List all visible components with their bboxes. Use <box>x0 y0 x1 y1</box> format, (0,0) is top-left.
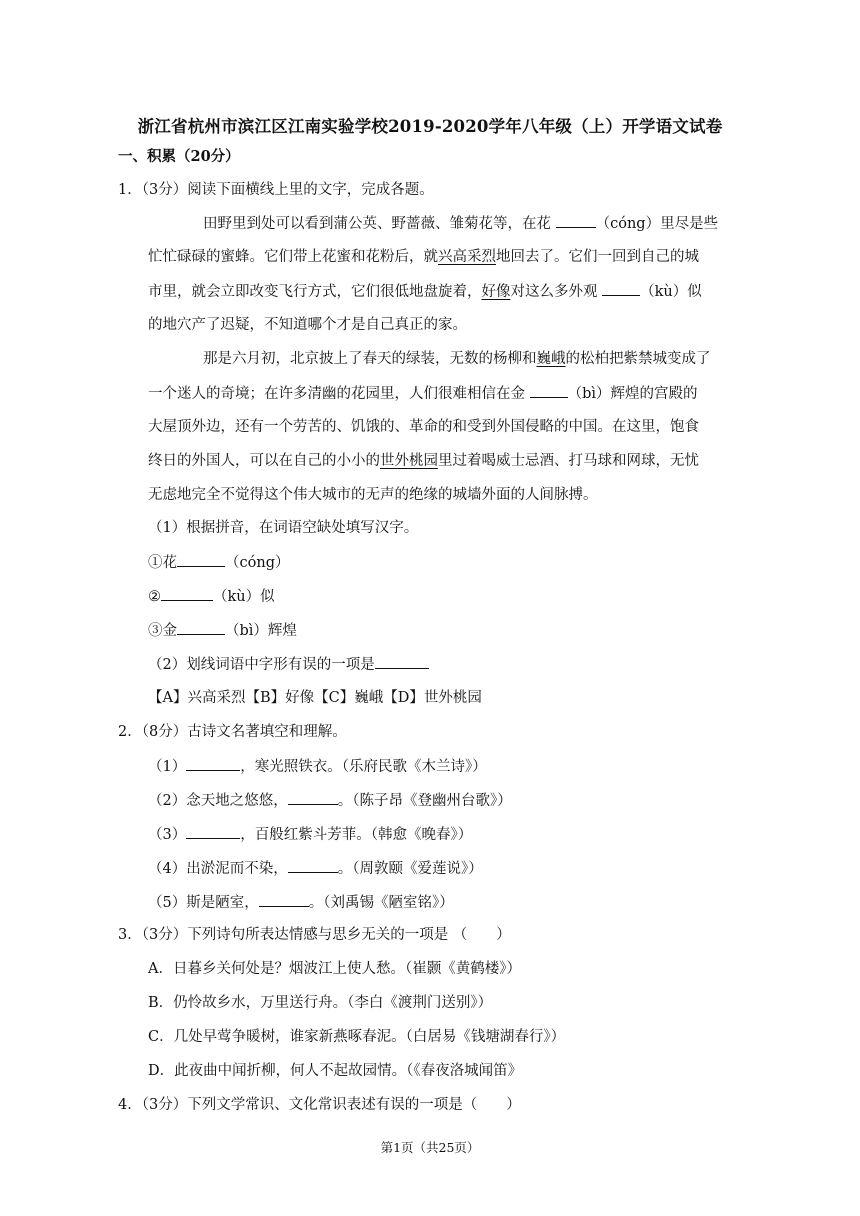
question-3-stem: 3．（3分）下列诗句所表达情感与思乡无关的一项是 （ ） <box>118 927 511 943</box>
passage-text: （cóng）里尽是些 <box>595 216 719 232</box>
passage-text: 地回去了。它们一回到自己的城 <box>496 249 699 265</box>
underlined-word: 好像 <box>481 284 511 300</box>
poem-line-5 <box>148 892 454 913</box>
passage-text: 市里，就会立即改变飞行方式，它们很低地盘旋着， <box>148 284 482 300</box>
answer-item-3 <box>148 620 297 641</box>
passage2-line3: 大屋顶外边，还有一个劳苦的、饥饿的、革命的和受到外国侵略的中国。在这里，饱食 <box>148 419 699 435</box>
poem-line-4 <box>148 858 483 879</box>
poem-text: 。（刘禹锡《陋室铭》） <box>308 895 454 911</box>
poem-text: （5）斯是陋室， <box>148 895 259 911</box>
passage1-line3 <box>148 281 702 302</box>
answer-blank[interactable] <box>161 586 213 601</box>
poem-text: 。（陈子昂《登幽州台歌》） <box>337 793 512 809</box>
answer-hint: （cóng） <box>225 555 290 571</box>
blank-line <box>556 213 596 228</box>
passage2-line5: 无虑地完全不觉得这个伟大城市的无声的绝缘的城墙外面的人间脉搏。 <box>148 487 598 503</box>
poem-line-2 <box>148 790 512 811</box>
passage2-line4 <box>148 451 699 471</box>
passage-text: 一个迷人的奇境；在许多清幽的花园里，人们很难相信在金 <box>148 386 525 402</box>
passage-text: （bì）辉煌的宫殿的 <box>567 386 698 402</box>
option-b: B．仍怜故乡水，万里送行舟。（李白《渡荆门送别》） <box>148 995 493 1011</box>
answer-item-2 <box>148 586 275 607</box>
passage1-line4: 的地穴产了迟疑，不知道哪个才是自己真正的家。 <box>148 317 467 333</box>
poem-line-3 <box>148 824 472 845</box>
answer-blank[interactable] <box>186 824 240 839</box>
answer-options: 【A】兴高采烈【B】好像【C】巍峨【D】世外桃园 <box>148 690 482 706</box>
passage-text: 里过着喝威士忌酒、打马球和网球，无忧 <box>438 453 699 469</box>
item-number: （1） <box>148 759 187 775</box>
question-text: （2）划线词语中字形有误的一项是 <box>148 657 375 673</box>
blank-line <box>530 383 568 398</box>
poem-text: ，百般红紫斗芳菲。（韩愈《晚春》） <box>240 827 473 843</box>
subquestion-2 <box>148 654 429 675</box>
option-d: D．此夜曲中闻折柳，何人不起故园情。（《春夜洛城闻笛》 <box>148 1063 523 1079</box>
blank-line <box>602 281 640 296</box>
underlined-word: 世外桃园 <box>380 453 438 469</box>
passage-text: 终日的外国人，可以在自己的小小的 <box>148 453 380 469</box>
passage2-line1 <box>203 349 711 369</box>
option-c: C．几处早莺争暖树，谁家新燕啄春泥。（白居易《钱塘湖春行》） <box>148 1029 566 1045</box>
passage-text: （kù）似 <box>640 284 702 300</box>
poem-text: （2）念天地之悠悠， <box>148 793 288 809</box>
option-a: A．日暮乡关何处是？烟波江上使人愁。（崔颢《黄鹤楼》） <box>148 961 521 977</box>
poem-line-1 <box>148 756 487 777</box>
underlined-word: 巍峨 <box>536 351 566 367</box>
answer-label: ③金 <box>148 623 177 639</box>
answer-label: ② <box>148 589 161 605</box>
answer-blank[interactable] <box>259 892 309 907</box>
answer-blank[interactable] <box>186 756 240 771</box>
passage-text: 的松柏把紫禁城变成了 <box>565 351 711 367</box>
passage2-line2 <box>148 383 698 404</box>
question-4-stem: 4．（3分）下列文学常识、文化常识表述有误的一项是（ ） <box>118 1097 521 1113</box>
poem-text: （4）出淤泥而不染， <box>148 861 288 877</box>
answer-blank[interactable] <box>288 858 338 873</box>
answer-blank[interactable] <box>375 654 429 669</box>
passage1-line2 <box>148 247 699 267</box>
passage-text: 田野里到处可以看到蒲公英、野蔷薇、雏菊花等，在花 <box>203 216 551 232</box>
answer-hint: （bì）辉煌 <box>225 623 297 639</box>
subquestion-1: （1）根据拼音，在词语空缺处填写汉字。 <box>148 520 419 536</box>
passage-text: 忙忙碌碌的蜜蜂。它们带上花蜜和花粉后，就 <box>148 249 438 265</box>
answer-blank[interactable] <box>288 790 338 805</box>
question-1-stem: 1．（3分）阅读下面横线上里的文字，完成各题。 <box>118 182 434 198</box>
answer-item-1 <box>148 552 289 573</box>
answer-blank[interactable] <box>177 620 225 635</box>
answer-hint: （kù）似 <box>213 589 275 605</box>
section-heading: 一、积累（20分） <box>118 148 240 165</box>
item-number: （3） <box>148 827 187 843</box>
page-title: 浙江省杭州市滨江区江南实验学校2019-2020学年八年级（上）开学语文试卷 <box>137 117 723 136</box>
answer-label: ①花 <box>148 555 177 571</box>
passage-text: 那是六月初，北京披上了春天的绿装，无数的杨柳和 <box>203 351 537 367</box>
passage1-line1 <box>203 213 718 234</box>
answer-blank[interactable] <box>177 552 225 567</box>
underlined-word: 兴高采烈 <box>438 249 496 265</box>
question-2-stem: 2．（8分）古诗文名著填空和理解。 <box>118 724 347 740</box>
page-footer: 第1页（共25页） <box>380 1140 480 1155</box>
poem-text: ，寒光照铁衣。（乐府民歌《木兰诗》） <box>240 759 487 775</box>
poem-text: 。（周敦颐《爱莲说》） <box>337 861 483 877</box>
passage-text: 对这么多外观 <box>510 284 598 300</box>
